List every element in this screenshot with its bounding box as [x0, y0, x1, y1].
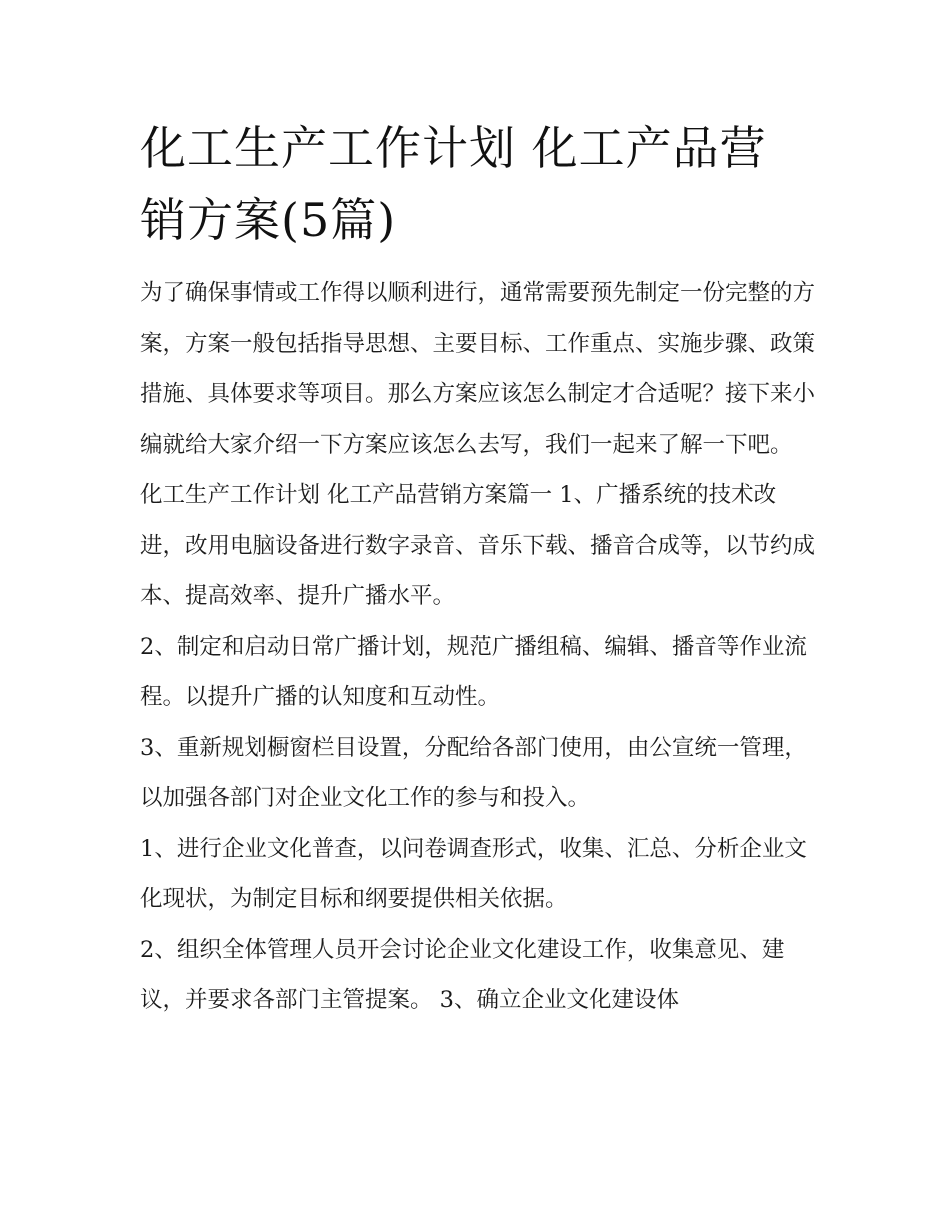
paragraph-part-one: 化工生产工作计划 化工产品营销方案篇一 1、广播系统的技术改进，改用电脑设备进行数字录音、音乐下载、播音合成等，以节约成本、提高效率、提升广播水平。	[140, 482, 816, 609]
paragraph-intro: 为了确保事情或工作得以顺利进行，通常需要预先制定一份完整的方案，方案一般包括指导思想、主要目标、工作重点、实施步骤、政策措施、具体要求等项目。那么方案应该怎么制定才合适呢？接下来小编就给大家介绍一下方案应该怎么去写，我们一起来了解一下吧。	[140, 280, 816, 458]
title-line-2: 销方案(5篇)	[140, 193, 397, 247]
document-content	[140, 112, 820, 1026]
paragraph-item-1b: 1、进行企业文化普查，以问卷调查形式，收集、汇总、分析企业文化现状，为制定目标和纲要提供相关依据。	[140, 835, 807, 912]
title-line-1: 化工生产工作计划 化工产品营	[140, 121, 767, 175]
paragraph-item-3a: 3、重新规划橱窗栏目设置，分配给各部门使用，由公宣统一管理，以加强各部门对企业文化工作的参与和投入。	[140, 734, 807, 811]
document-body	[140, 268, 820, 1026]
paragraph-item-2b: 2、组织全体管理人员开会讨论企业文化建设工作，收集意见、建议，并要求各部门主管提案。 3、确立企业文化建设体	[140, 936, 785, 1013]
paragraph-item-2a: 2、制定和启动日常广播计划，规范广播组稿、编辑、播音等作业流程。以提升广播的认知度和互动性。	[140, 633, 807, 710]
document-title	[140, 112, 820, 256]
